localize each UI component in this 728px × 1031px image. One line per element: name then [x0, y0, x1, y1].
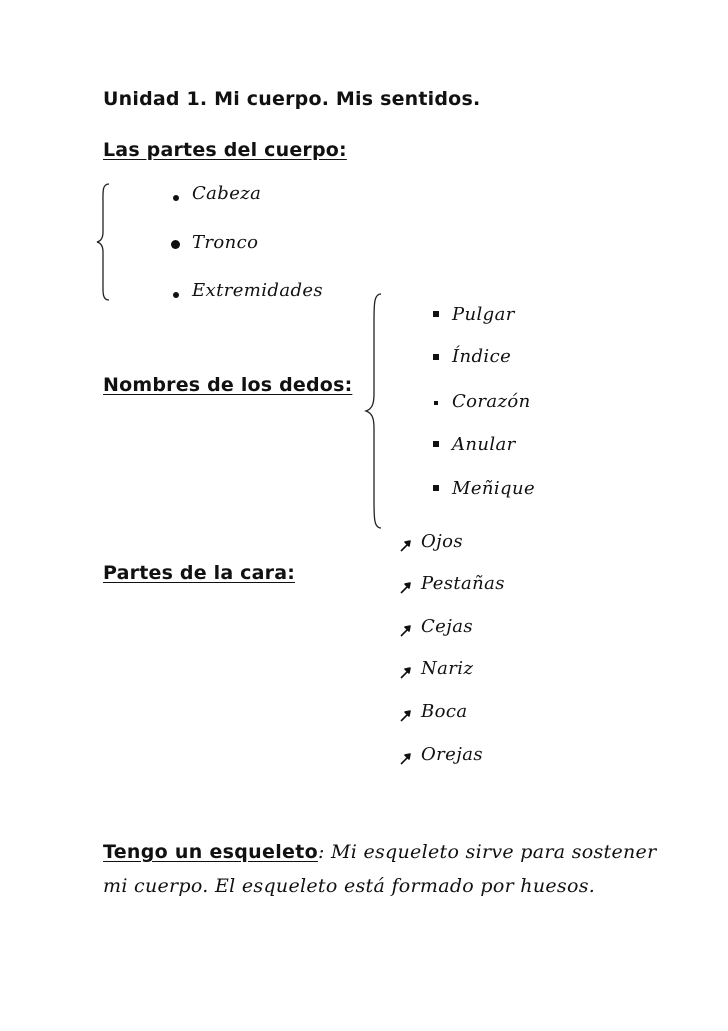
arrow-bullet-icon	[399, 708, 413, 722]
arrow-bullet-icon	[399, 665, 413, 679]
square-bullet-icon	[433, 441, 439, 447]
arrow-bullet-icon	[399, 538, 413, 552]
skeleton-paragraph-line-1	[103, 841, 656, 863]
face-item: Pestañas	[421, 573, 505, 594]
round-bullet-icon	[173, 195, 179, 201]
arrow-bullet-icon	[399, 751, 413, 765]
finger-item: Pulgar	[452, 304, 515, 325]
square-bullet-icon	[434, 401, 438, 405]
curly-brace-icon	[96, 182, 112, 302]
body-part-item: Cabeza	[192, 183, 262, 204]
finger-item: Meñique	[452, 478, 536, 499]
face-item: Boca	[421, 701, 468, 722]
body-part-item: Tronco	[192, 232, 259, 253]
fingers-heading: Nombres de los dedos:	[103, 374, 353, 396]
face-item: Orejas	[421, 744, 483, 765]
face-item: Ojos	[421, 531, 464, 552]
skeleton-paragraph-line-2: mi cuerpo. El esqueleto está formado por huesos.	[103, 875, 596, 897]
finger-item: Índice	[452, 346, 512, 367]
skeleton-text-1: : Mi esqueleto sirve para sostener	[317, 841, 657, 863]
arrow-bullet-icon	[399, 623, 413, 637]
square-bullet-icon	[433, 354, 439, 360]
curly-brace-icon	[364, 292, 384, 530]
skeleton-term: Tengo un esqueleto	[103, 841, 318, 863]
face-item: Cejas	[421, 616, 473, 637]
square-bullet-icon	[433, 311, 439, 317]
body-parts-heading: Las partes del cuerpo:	[103, 139, 347, 161]
body-part-item: Extremidades	[192, 280, 324, 301]
face-item: Nariz	[421, 658, 474, 679]
square-bullet-icon	[433, 485, 439, 491]
face-heading: Partes de la cara:	[103, 562, 296, 584]
finger-item: Anular	[452, 434, 516, 455]
round-bullet-icon	[171, 240, 180, 249]
arrow-bullet-icon	[399, 580, 413, 594]
document-title: Unidad 1. Mi cuerpo. Mis sentidos.	[103, 88, 481, 110]
finger-item: Corazón	[452, 391, 531, 412]
round-bullet-icon	[173, 292, 179, 298]
